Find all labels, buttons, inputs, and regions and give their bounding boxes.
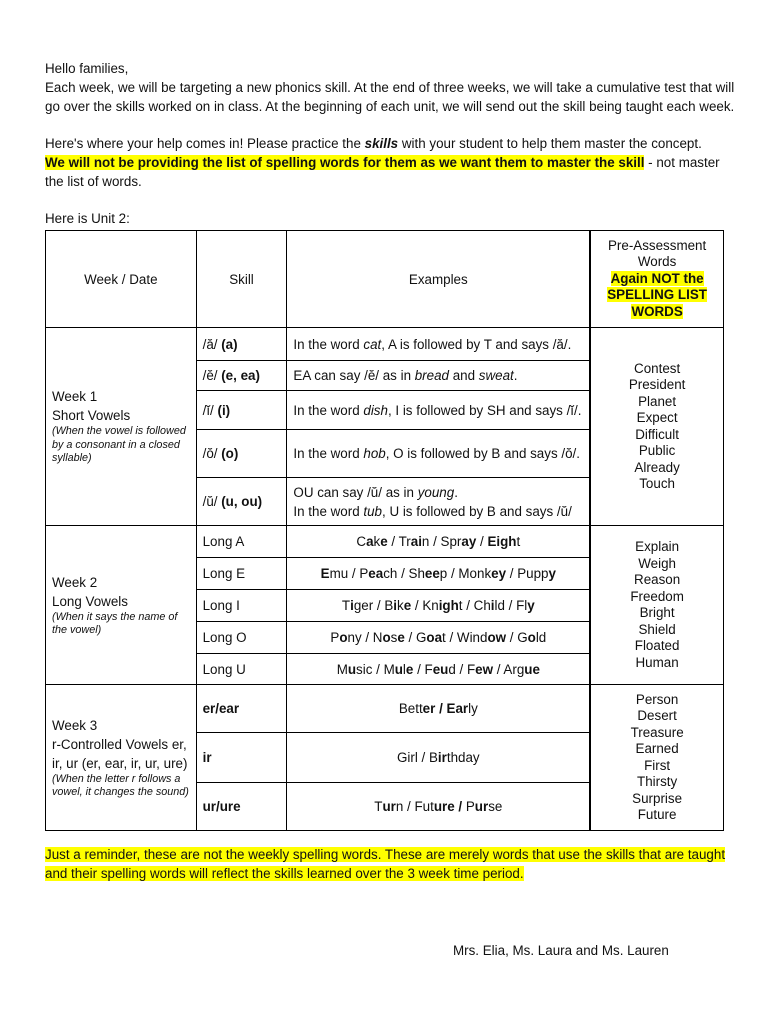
table-row [46,685,724,733]
pre-assessment-word: Reason [634,572,681,587]
example-cell: In the word cat, A is followed by T and says /ă/. [287,328,590,361]
skill-cell [196,478,287,526]
header-examples: Examples [287,231,590,328]
table-row [46,328,724,361]
week2-pre-words [590,526,723,685]
skill-letters: (o) [221,446,239,461]
week1-pre-words [590,328,723,526]
skill-symbol: /ŏ/ [202,446,222,461]
example-cell: EA can say /ĕ/ as in bread and sweat. [287,361,590,391]
week3-pre-words [590,685,723,831]
skill-cell: ir [196,733,287,783]
week-subtitle: Long Vowels [52,593,128,609]
skill-cell: Long O [196,622,287,654]
week3-label [46,685,197,831]
table-header-row [46,231,724,328]
skill-cell: ur/ure [196,783,287,831]
skill-cell: Long I [196,590,287,622]
skill-cell: Long A [196,526,287,558]
example-cell: Emu / Peach / Sheep / Monkey / Puppy [287,558,590,590]
pre-assessment-word: Difficult [635,426,679,442]
week1-group [46,328,724,526]
week2-group [46,526,724,685]
highlighted-notice: We will not be providing the list of spelling words for them as we want them to master the skill [45,155,645,170]
pre-assessment-word: Earned [635,741,679,756]
header-week: Week / Date [46,231,197,328]
pre-assessment-word: Floated [634,638,680,653]
pre-assessment-word: Bright [639,605,675,620]
pre-assessment-word: Future [637,807,677,822]
example-cell: In the word hob, O is followed by B and says /ŏ/. [287,430,590,478]
example-cell: Cake / Train / Spray / Eight [287,526,590,558]
header-pre-assessment: Pre-Assessment Words Again NOT the SPELLING LIST WORDS [590,231,723,328]
signature: Mrs. Elia, Ms. Laura and Ms. Lauren [453,943,669,958]
greeting: Hello families, [45,61,129,76]
example-cell: Better / Early [287,685,590,733]
pre-assessment-word: Shield [638,621,676,637]
header-skill: Skill [196,231,287,328]
pre-assessment-word: Desert [637,708,677,723]
week-note: (When the vowel is followed by a consonant in a closed syllable) [52,425,186,465]
pre-assessment-word: Surprise [632,790,683,806]
skill-letters: (u, ou) [221,494,263,509]
skill-letters: (i) [217,402,231,418]
skill-symbol: /ĭ/ [202,402,218,418]
week3-group [46,685,724,831]
pre-assessment-word: Expect [636,410,678,425]
help-paragraph: Here's where your help comes in! Please practice the skills with your student to help them master the concept. We will not be providing the list of spelling words for them as we want them to master the skill - not master the list of words. [45,136,720,189]
example-cell: Music / Mule / Feud / Few / Argue [287,654,590,685]
table-row [46,526,724,558]
week1-label [46,328,197,526]
skill-symbol: /ă/ [202,336,222,352]
example-cell: Pony / Nose / Goat / Window / Gold [287,622,590,654]
intro-paragraph: Each week, we will be targeting a new phonics skill. At the end of three weeks, we will take a cumulative test that will go over the skills worked on in class. At the beginning of each unit, we will send out the skill being taught each week. [45,80,735,114]
week-note: (When it says the name of the vowel) [52,610,178,636]
pre-assessment-word: Explain [635,539,680,554]
week-note: (When the letter r follows a vowel, it changes the sound) [52,772,189,798]
week2-label [46,526,197,685]
skill-cell: er/ear [196,685,287,733]
skill-cell: Long U [196,654,287,685]
pre-assessment-word: Contest [634,360,681,376]
pre-assessment-word: President [628,377,686,392]
pre-assessment-word: Human [635,654,679,670]
skill-cell [196,430,287,478]
pre-assessment-word: Touch [639,476,675,491]
example-cell: Tiger / Bike / Knight / Child / Fly [287,590,590,622]
example-cell: OU can say /ŭ/ as in young. In the word tub, U is followed by B and says /ŭ/ [287,478,590,526]
skill-cell [196,361,287,391]
week-subtitle: Short Vowels [52,408,131,424]
pre-assessment-warning: Again NOT the SPELLING LIST WORDS [607,270,707,319]
skill-letters: (e, ea) [221,368,260,383]
skill-cell [196,328,287,361]
letter-body [45,59,735,883]
week-title: Week 1 [52,389,98,405]
pre-assessment-word: Freedom [630,588,684,604]
skill-symbol: /ŭ/ [202,494,222,509]
pre-assessment-word: First [644,757,671,773]
pre-assessment-word: Already [634,459,680,475]
skill-cell [196,391,287,430]
skill-letters: (a) [221,336,238,352]
example-cell: Girl / Birthday [287,733,590,783]
pre-assessment-word: Person [635,691,679,707]
week-subtitle: r-Controlled Vowels er, ir, ur (er, ear, ir, ur, ure) [52,736,188,771]
pre-assessment-word: Treasure [630,724,684,740]
reminder-paragraph: Just a reminder, these are not the weekly spelling words. These are merely words that use the skills that are taught and their spelling words will reflect the skills learned over the 3 week time period. [45,847,726,881]
example-cell: Turn / Future / Purse [287,783,590,831]
pre-assessment-word: Thirsty [637,774,678,789]
skill-symbol: /ĕ/ [202,368,222,383]
pre-assessment-word: Planet [638,393,677,409]
week-title: Week 3 [52,717,98,733]
unit-table [45,230,724,831]
unit-intro: Here is Unit 2: [45,211,130,226]
example-cell: In the word dish, I is followed by SH and says /ĭ/. [287,391,590,430]
skill-cell: Long E [196,558,287,590]
week-title: Week 2 [52,574,98,590]
skills-emphasis: skills [364,136,399,151]
pre-assessment-word: Public [638,443,676,458]
pre-assessment-word: Weigh [638,555,676,571]
